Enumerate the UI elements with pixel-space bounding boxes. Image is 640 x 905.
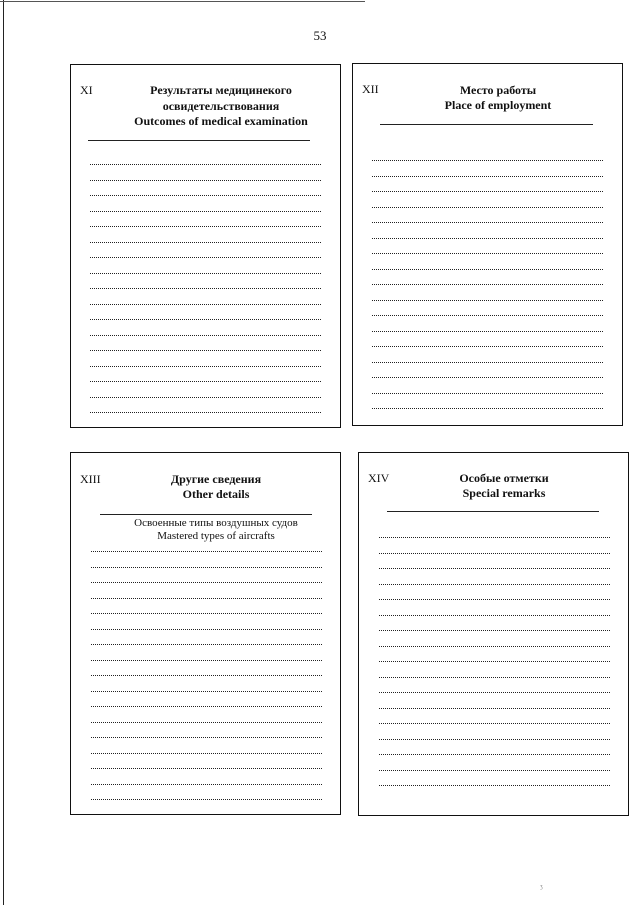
section-xiii-title-en: Other details — [182, 487, 250, 501]
dotted-line — [379, 615, 610, 616]
dotted-line — [91, 613, 322, 614]
section-xiv-numeral: XIV — [368, 471, 390, 485]
dotted-line — [90, 242, 321, 243]
dotted-line — [372, 408, 603, 409]
dotted-line — [372, 160, 603, 161]
dotted-line — [91, 629, 322, 630]
page-edge-top — [0, 1, 365, 2]
dotted-line — [91, 675, 322, 676]
section-xi-panel — [70, 64, 341, 428]
dotted-line — [372, 284, 603, 285]
section-xii-numeral: XII — [362, 82, 379, 96]
dotted-line — [372, 346, 603, 347]
dotted-line — [91, 660, 322, 661]
dotted-line — [379, 723, 610, 724]
dotted-line — [90, 211, 321, 212]
dotted-line — [91, 551, 322, 552]
section-xii-title-en: Place of employment — [444, 98, 552, 112]
dotted-line — [379, 692, 610, 693]
dotted-line — [372, 331, 603, 332]
section-xi-numeral: XI — [80, 83, 93, 97]
dotted-line — [91, 784, 322, 785]
dotted-line — [90, 288, 321, 289]
dotted-line — [379, 661, 610, 662]
dotted-line — [379, 754, 610, 755]
section-xi-title-ru-2: освидетельствования — [162, 99, 280, 113]
dotted-line — [90, 273, 321, 274]
dotted-line — [372, 191, 603, 192]
dotted-line — [90, 350, 321, 351]
dotted-line — [379, 537, 610, 538]
dotted-line — [372, 238, 603, 239]
dotted-line — [90, 226, 321, 227]
dotted-line — [91, 722, 322, 723]
dotted-line — [372, 269, 603, 270]
section-xi-underline — [88, 140, 310, 141]
dotted-line — [91, 706, 322, 707]
dotted-line — [379, 739, 610, 740]
dotted-line — [379, 785, 610, 786]
dotted-line — [90, 397, 321, 398]
dotted-line — [90, 412, 321, 413]
dotted-line — [91, 753, 322, 754]
section-xiii-subtitle-en: Mastered types of aircrafts — [157, 530, 275, 542]
dotted-line — [91, 737, 322, 738]
dotted-line — [90, 180, 321, 181]
dotted-line — [90, 304, 321, 305]
dotted-line — [372, 253, 603, 254]
dotted-line — [379, 630, 610, 631]
section-xiii-underline — [100, 514, 312, 515]
dotted-line — [379, 677, 610, 678]
dotted-line — [379, 599, 610, 600]
section-xiii-subtitle-ru: Освоенные типы воздушных судов — [134, 517, 298, 529]
dotted-line — [372, 207, 603, 208]
dotted-line — [379, 646, 610, 647]
dotted-line — [91, 567, 322, 568]
dotted-line — [372, 362, 603, 363]
dotted-line — [372, 300, 603, 301]
dotted-line — [90, 195, 321, 196]
dotted-line — [91, 691, 322, 692]
dotted-line — [372, 222, 603, 223]
section-xiv-title-en: Special remarks — [462, 486, 546, 500]
section-xi-title-en: Outcomes of medical examination — [134, 114, 308, 128]
dotted-line — [90, 335, 321, 336]
dotted-line — [91, 644, 322, 645]
section-xii-panel — [352, 63, 623, 426]
section-xii-title-ru: Место работы — [459, 83, 537, 97]
dotted-line — [91, 768, 322, 769]
section-xiv-underline — [387, 511, 599, 512]
section-xi-title-ru-1: Результаты медицинекого — [150, 83, 292, 97]
dotted-line — [379, 708, 610, 709]
dotted-line — [379, 584, 610, 585]
dotted-line — [90, 366, 321, 367]
dotted-line — [90, 164, 321, 165]
section-xiii-title-ru: Другие сведения — [170, 472, 262, 486]
dotted-line — [90, 381, 321, 382]
dotted-line — [379, 553, 610, 554]
dotted-line — [90, 319, 321, 320]
corner-mark: ʒ — [540, 884, 543, 890]
dotted-line — [90, 257, 321, 258]
page-edge-left — [3, 0, 4, 905]
dotted-line — [379, 568, 610, 569]
dotted-line — [91, 598, 322, 599]
dotted-line — [91, 799, 322, 800]
section-xiv-title-ru: Особые отметки — [459, 471, 549, 485]
page-number: 53 — [313, 28, 327, 43]
section-xiii-panel — [70, 452, 341, 815]
dotted-line — [372, 377, 603, 378]
section-xiv-panel — [358, 452, 629, 816]
dotted-line — [372, 176, 603, 177]
dotted-line — [372, 315, 603, 316]
section-xiii-numeral: XIII — [80, 472, 101, 486]
section-xii-underline — [380, 124, 593, 125]
dotted-line — [91, 582, 322, 583]
dotted-line — [379, 770, 610, 771]
dotted-line — [372, 393, 603, 394]
